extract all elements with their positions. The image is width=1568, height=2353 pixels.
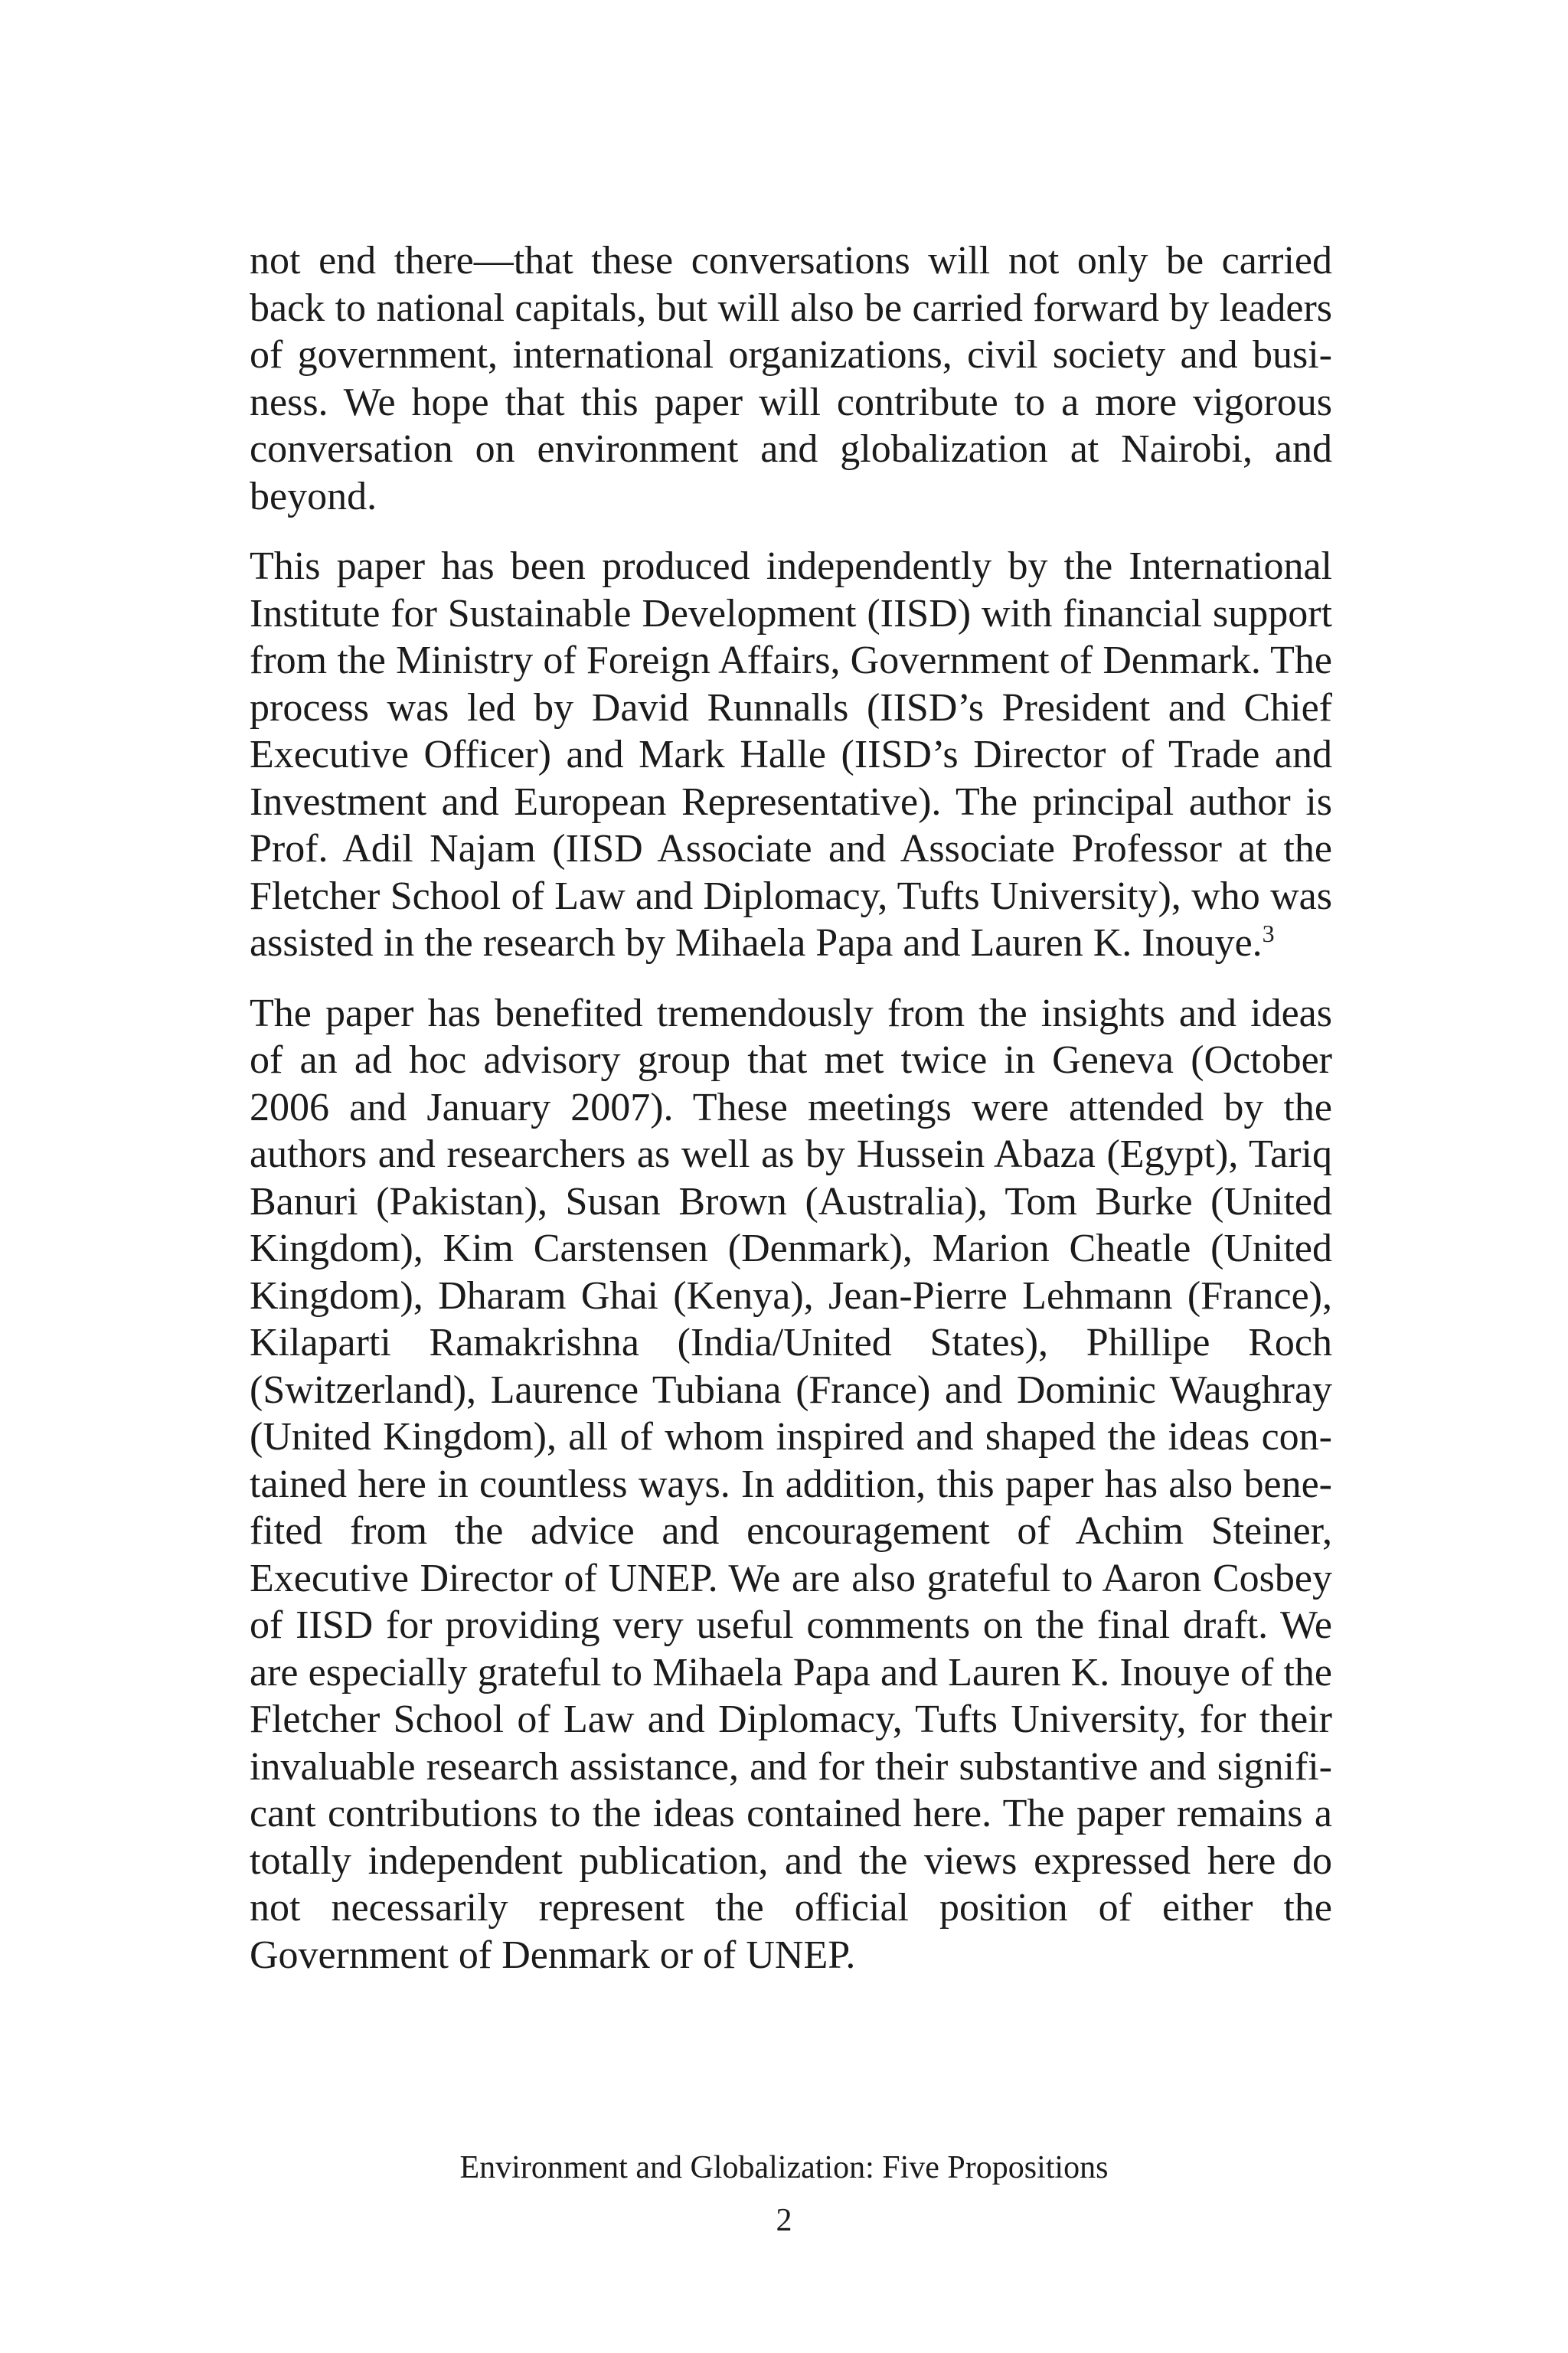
running-footer-title: Environment and Globalization: Five Propositions: [459, 2150, 1109, 2185]
paragraph-acknowledgements: [250, 990, 1332, 1979]
paragraph-text: The paper has benefited tremendously from the insights and ideas of an ad hoc advisory group that met twice in Geneva (October 2006 and January 2007). These meetings were attended by the authors and researchers as well as by Hussein Abaza (Egypt), Tariq Banuri (Pakistan), Susan Brown (Australia), Tom Burke (United Kingdom), Kim Carstensen (Denmark), Marion Cheatle (United Kingdom), Dharam Ghai (Kenya), Jean-Pierre Lehmann (France), Kilaparti Ramakrishna (India/United States), Phillipe Roch (Switzerland), Laurence Tubiana (France) and Dominic Waughray (United Kingdom), all of whom inspired and shaped the ideas contained here in countless ways. In addition, this paper has also benefited from the advice and encouragement of Achim Steiner, Executive Director of UNEP. We are also grateful to Aaron Cosbey of IISD for providing very useful comments on the final draft. We are especially grateful to Mihaela Papa and Lauren K. Inouye of the Fletcher School of Law and Diplomacy, Tufts University, for their invaluable research assistance, and for their substantive and significant contributions to the ideas contained here. The paper remains a totally independent publication, and the views expressed here do not necessarily represent the official position of either the Government of Denmark or of UNEP.: [250, 991, 1332, 1977]
paragraph-text: This paper has been produced independently by the International Institute for Sustainable Development (IISD) with financial support from the Ministry of Foreign Affairs, Government of Denmark. The process was led by David Runnalls (IISD’s President and Chief Executive Officer) and Mark Halle (IISD’s Director of Trade and Investment and European Representative). The principal author is Prof. Adil Najam (IISD Associate and Associate Professor at the Fletcher School of Law and Diplomacy, Tufts University), who was assisted in the research by Mihaela Papa and Lauren K. Inouye.: [250, 544, 1332, 965]
page-number: 2: [776, 2203, 792, 2238]
body-text: [250, 237, 1332, 2002]
paragraph-production: [250, 543, 1332, 967]
footnote-reference: 3: [1262, 920, 1275, 947]
paragraph-text: not end there—that these conversations will not only be carried back to national capitals, but will also be carried forward by leaders of government, international organizations, civil society and business. We hope that this paper will contribute to a more vigorous conversation on environment and globalization at Nairobi, and beyond.: [250, 239, 1332, 518]
paragraph-continuation: [250, 237, 1332, 520]
